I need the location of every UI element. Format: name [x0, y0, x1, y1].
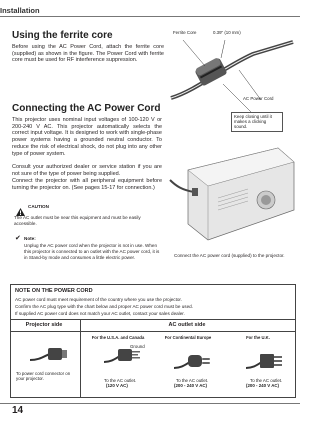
subhead-uk: For the U.K.	[246, 335, 270, 340]
caution-text: The AC outlet must be near this equipment and must be easily accessible.	[14, 215, 141, 226]
ferrite-figure	[167, 28, 295, 138]
caution-icon	[16, 203, 25, 211]
projector-plug-caption: To power cord connector on your projector.	[16, 371, 71, 382]
footer-divider	[0, 403, 300, 404]
subhead-continental-europe: For Continental Europe	[164, 335, 212, 340]
power-note-line-3: If supplied AC power cord does not match your AC outlet, contact your sales dealer.	[15, 311, 185, 316]
label-dimension: 0.39" (10 mm)	[213, 30, 241, 35]
subhead-usa-canada: For the U.S.A. and Canada	[91, 335, 145, 340]
table-rule-mid	[10, 331, 296, 332]
checkmark-icon: ✔	[15, 235, 21, 242]
note-text: Unplug the AC power cord when the projector is not in use. When this projector is connected to an outlet with the AC power cord, it is in Stand-by mode and consumes a little electric power.	[24, 243, 160, 260]
label-ferrite-core: Ferrite Core	[173, 30, 197, 35]
europe-plug-caption: To the AC outlet.	[176, 378, 209, 383]
caution-label: CAUTION	[28, 204, 49, 209]
projector-figure	[168, 140, 296, 250]
projector-plug-icon	[30, 344, 70, 366]
power-note-line-1: AC power cord must meet requirement of the country where you use the projector.	[15, 297, 182, 302]
header-divider	[0, 16, 300, 17]
uk-plug-caption: To the AC outlet.	[250, 378, 283, 383]
ground-label: Ground	[130, 344, 145, 349]
page-number: 14	[12, 405, 24, 416]
connect-body-1: This projector uses nominal input voltages of 100-120 V or 200-240 V AC. This projector automatically selects the correct input voltage. It is designed to work with single-phase power systems having a grounded neutral conductor. To reduce the risk of electrical shock, do not plug into any other type of power system.	[12, 117, 162, 157]
section-title: Installation	[0, 6, 40, 15]
power-cord-note-title: NOTE ON THE POWER CORD	[15, 288, 93, 294]
ferrite-body: Before using the AC Power Cord, attach the ferrite core (supplied) as shown in the figure. The Power Cord with ferrite core must be used for RF interference suppression.	[12, 44, 164, 64]
projector-caption: Connect the AC power cord (supplied) to the projector.	[174, 253, 285, 258]
note-label: Note:	[24, 236, 36, 241]
connect-heading: Connecting the AC Power Cord	[12, 103, 161, 114]
ferrite-heading: Using the ferrite core	[12, 30, 113, 41]
power-note-line-2: Confirm the AC plug type with the chart below and proper AC power cord must be used.	[15, 304, 193, 309]
label-ac-power-cord: AC Power Cord	[243, 96, 274, 101]
table-rule-top	[10, 319, 296, 320]
label-clicking-sound: Keep closing until it makes a clicking sound.	[231, 112, 283, 132]
col-projector-side: Projector side	[25, 322, 63, 328]
usa-voltage: (120 V AC)	[106, 383, 128, 388]
europe-plug-icon	[174, 350, 214, 372]
europe-voltage: (200 - 240 V AC)	[174, 383, 208, 388]
col-ac-outlet-side: AC outlet side	[168, 322, 206, 328]
table-col-divider	[80, 319, 81, 398]
connect-body-3: Connect the projector with all peripheral equipment before turning the projector on. (See pages 15-17 for connection.)	[12, 178, 162, 191]
uk-voltage: (200 - 240 V AC)	[246, 383, 280, 388]
connect-body-2: Consult your authorized dealer or service station if you are not sure of the type of power being supplied.	[12, 164, 162, 177]
uk-plug-icon	[246, 350, 286, 372]
usa-plug-caption: To the AC outlet.	[104, 378, 137, 383]
